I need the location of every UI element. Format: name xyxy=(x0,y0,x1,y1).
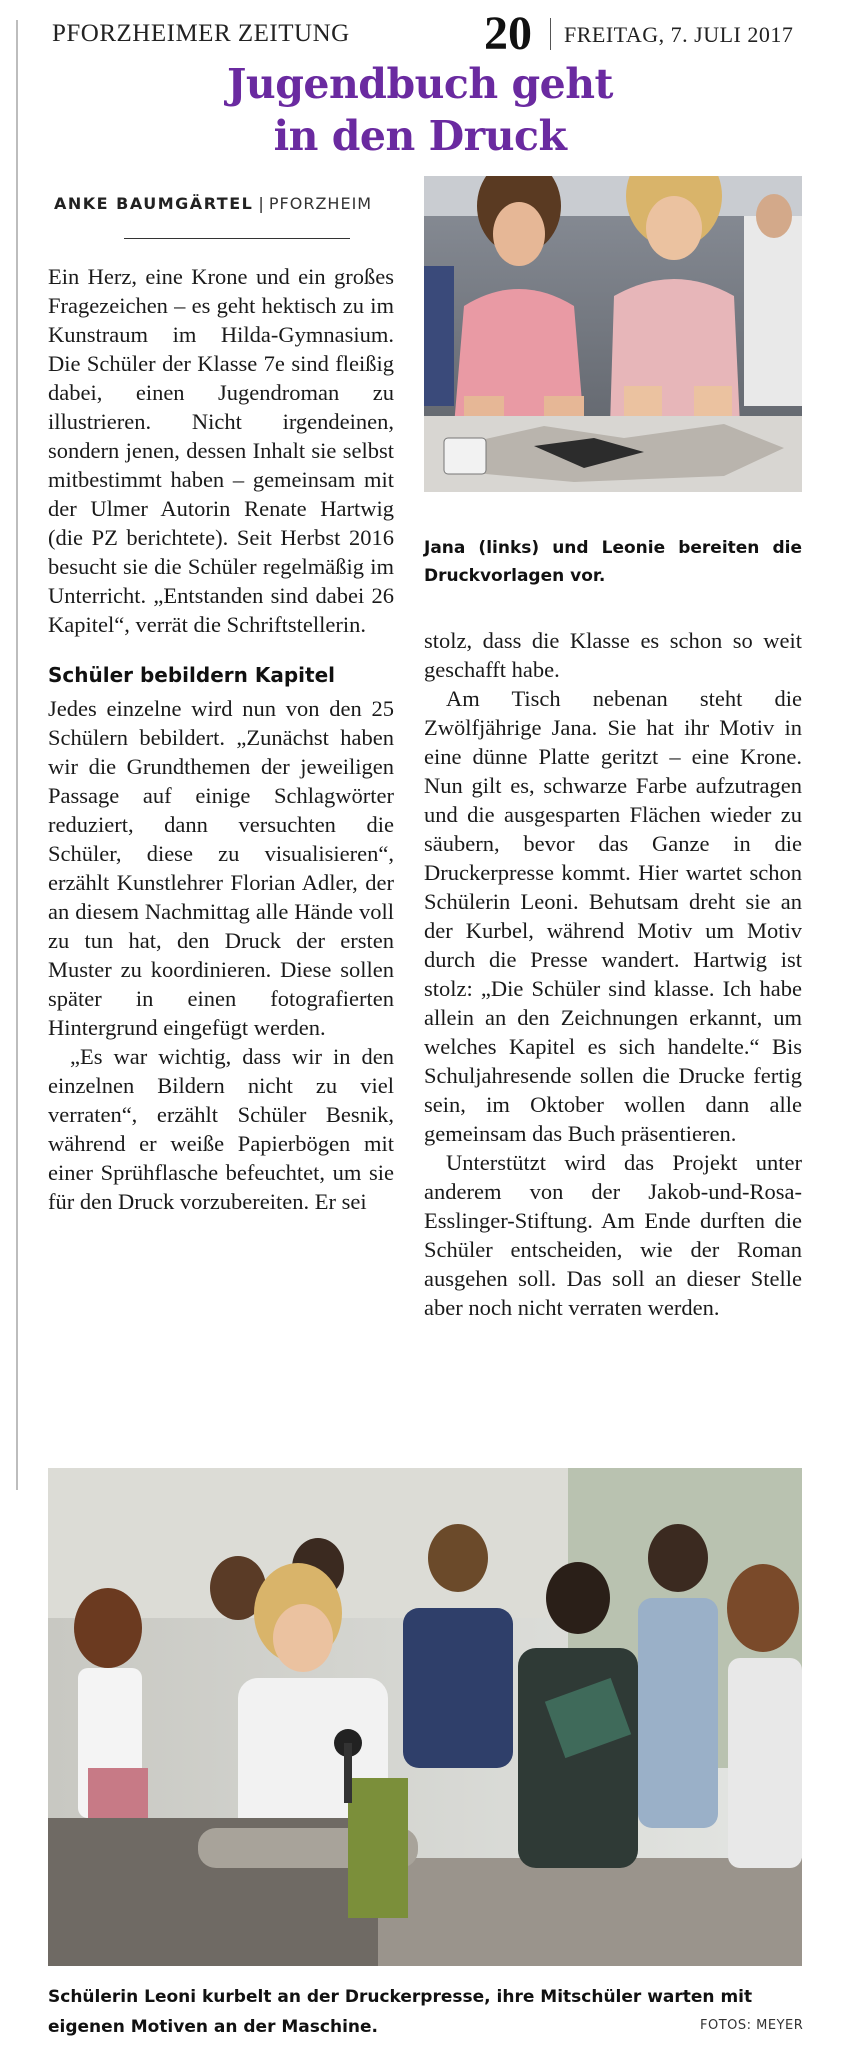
photo-class-at-printing-press xyxy=(48,1468,802,1966)
headline-line-1: Jugendbuch geht xyxy=(227,60,613,108)
photo-image xyxy=(48,1468,802,1966)
lead-paragraph: Ein Herz, eine Krone und ein großes Fragezeichen – es geht hektisch zu im Kunstraum im Hilda-Gymnasium. Die Schüler der Klasse 7e sind fleißig dabei, einen Jugendroman zu illustrieren. Nicht irgendeinen, sondern jenen, dessen Inhalt sie selbst mitbestimmt haben – gemeinsam mit der Ulmer Autorin Renate Hartwig (die PZ berichtete). Seit Herbst 2016 besucht sie die Schüler regelmäßig im Unterricht. „Entstanden sind dabei 26 Kapitel“, verrät die Schriftstellerin. xyxy=(48,264,394,637)
section-subheading: Schüler bebildern Kapitel xyxy=(48,663,335,687)
headline-line-2: in den Druck xyxy=(273,112,567,160)
body-paragraph: Jedes einzelne wird nun von den 25 Schülern bebildert. „Zunächst haben wir die Grundthemen der jeweiligen Passage auf einige Schlagwörter reduziert, dann versuchten die Schüler, diese zu visualisieren“, erzählt Kunstlehrer Florian Adler, der an diesem Nachmittag alle Hände voll zu tun hat, den Druck der ersten Muster zu koordinieren. Diese sollen später in einen fotografierten Hintergrund eingefügt werden. xyxy=(48,696,394,1040)
photo-image xyxy=(424,176,802,492)
byline-separator: | xyxy=(258,194,264,213)
byline-underline xyxy=(124,238,350,239)
body-paragraph: stolz, dass die Klasse es schon so weit geschafft habe. xyxy=(424,628,802,682)
byline-location: PFORZHEIM xyxy=(268,194,373,213)
byline-author: ANKE BAUMGÄRTEL xyxy=(54,194,254,213)
photo-caption-1: Jana (links) und Leonie bereiten die Druckvorlagen vor. xyxy=(424,538,802,586)
photo-credit: FOTOS: MEYER xyxy=(700,2018,804,2033)
body-paragraph: „Es war wichtig, dass wir in den einzelnen Bildern nicht zu viel verraten“, erzählt Schüler Besnik, während er weiße Papierbögen mit einer Sprühflasche befeuchtet, um sie für den Druck vorzubereiten. Er sei xyxy=(48,1044,394,1214)
page-number: 20 xyxy=(484,7,532,60)
article-headline xyxy=(200,58,640,162)
byline xyxy=(54,194,372,213)
page-margin-rule xyxy=(16,20,18,1490)
photo-caption-2: Schülerin Leoni kurbelt an der Druckerpresse, ihre Mitschüler warten mit eigenen Motiven an der Maschine. xyxy=(48,1987,753,2037)
newspaper-name: PFORZHEIMER ZEITUNG xyxy=(52,20,350,47)
photo-girls-preparing-prints xyxy=(424,176,802,492)
body-paragraph: Unterstützt wird das Projekt unter anderem von der Jakob-und-Rosa-Esslinger-Stiftung. Am Ende durften die Schüler entscheiden, wie der Roman ausgehen soll. Das soll an dieser Stelle aber noch nicht verraten werden. xyxy=(424,1150,802,1320)
issue-date: FREITAG, 7. JULI 2017 xyxy=(564,22,794,47)
masthead xyxy=(44,7,824,60)
masthead-divider xyxy=(550,18,551,50)
article-column-1 xyxy=(48,262,394,1216)
body-paragraph: Am Tisch nebenan steht die Zwölfjährige Jana. Sie hat ihr Motiv in eine dünne Platte geritzt – eine Krone. Nun gilt es, schwarze Farbe aufzutragen und die ausgesparten Flächen wieder zu säubern, bevor das Ganze in die Druckerpresse kommt. Hier wartet schon Schülerin Leoni. Behutsam dreht sie an der Kurbel, während Motiv um Motiv durch die Presse wandert. Hartwig ist stolz: „Die Schüler sind klasse. Ich habe allein an den Zeichnungen erkannt, um welches Kapitel es sich handelte.“ Bis Schuljahresende sollen die Drucke fertig sein, im Oktober wollen dann alle gemeinsam das Buch präsentieren. xyxy=(424,686,802,1146)
article-column-2 xyxy=(424,626,802,1322)
